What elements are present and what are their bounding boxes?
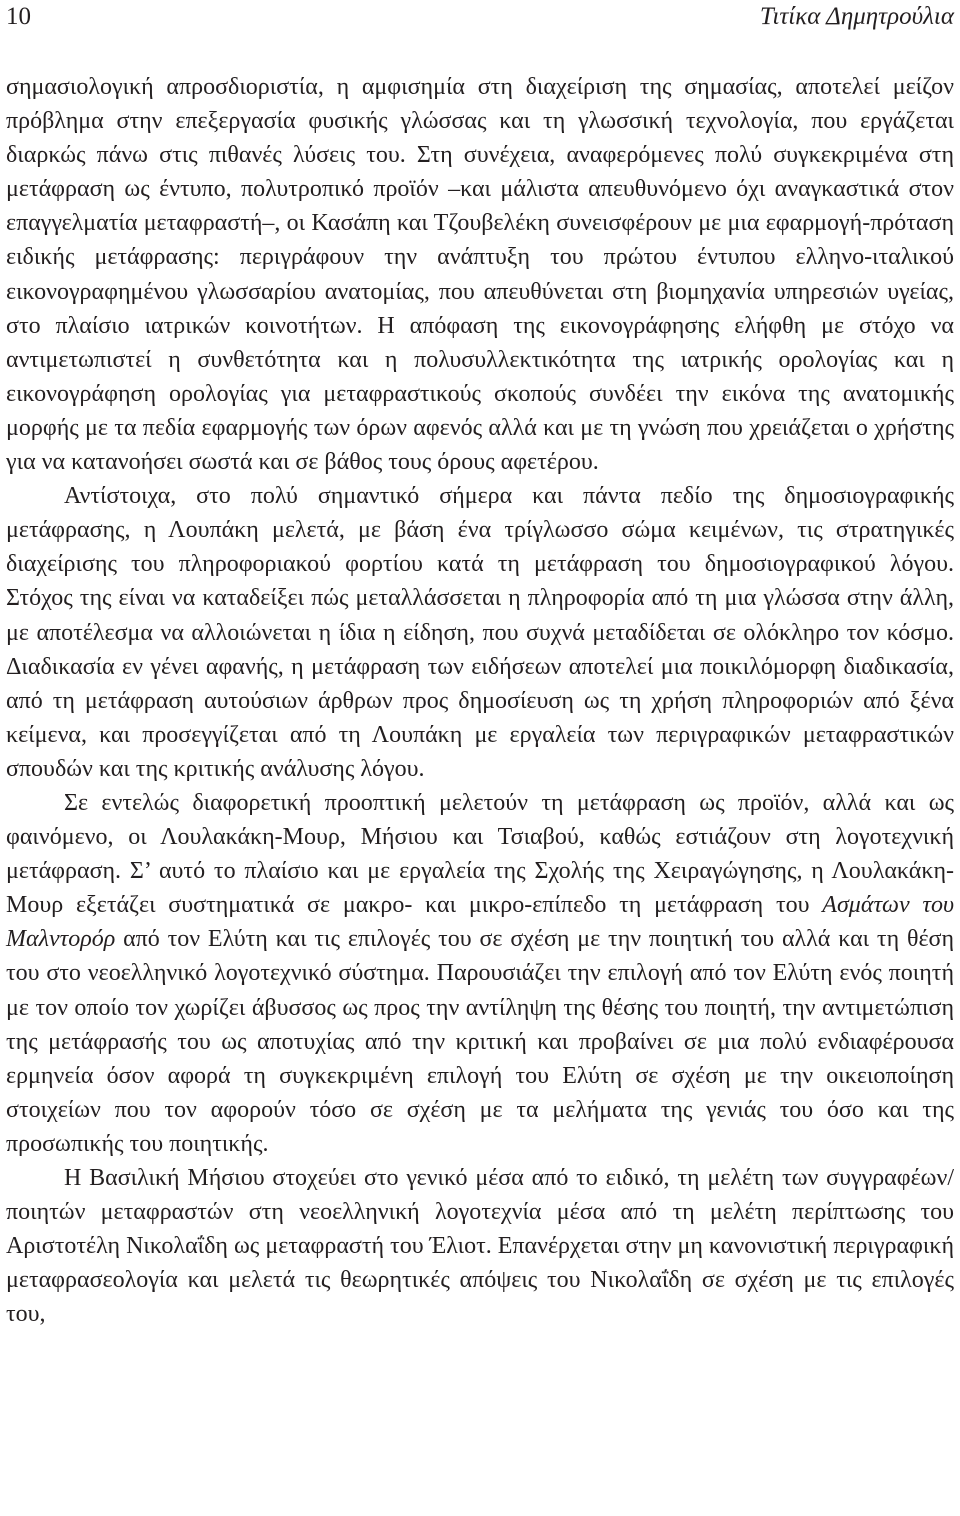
document-page [6, 0, 955, 1328]
paragraph-4 [6, 1161, 954, 1331]
page-number: 10 [6, 3, 31, 30]
paragraph-2 [6, 479, 954, 786]
paragraph-2-text: Αντίστοιχα, στο πολύ σημαντικό σήμερα και πάντα πεδίο της δημοσιογραφικής μετάφρασης, η Λουπάκη μελετά, με βάση ένα τρίγλωσσο σώμα κειμένων, τις στρατηγικές διαχείρισης του πληροφοριακού φορτίου κατά τη μετάφραση του δημοσιογραφικού λόγου. Στόχος της είναι να καταδείξει πώς μεταλλάσσεται η πληροφορία από τη μια γλώσσα στην άλλη, με αποτέλεσμα να αλλοιώνεται η ίδια η είδηση, που συχνά μεταδίδεται σε ολόκληρο τον κόσμο. Διαδικασία εν γένει αφανής, η μετάφραση των ειδήσεων αποτελεί μια ποικιλόμορφη διαδικασία, από τη μετάφραση αυτούσιων άρθρων προς δημοσίευση ως τη χρήση πληροφοριών από ξένα κείμενα, και προσεγγίζεται από τη Λουπάκη με εργαλεία των περιγραφικών μεταφραστικών σπουδών και της κριτικής ανάλυσης λόγου. [6, 483, 954, 782]
paragraph-4-text: Η Βασιλική Μήσιου στοχεύει στο γενικό μέσα από το ειδικό, τη μελέτη των συγγραφέων/ποιητών μεταφραστών στη νεοελληνική λογοτεχνία μέσα από τη μελέτη περίπτωσης του Αριστοτέλη Νικολαΐδη ως μεταφραστή του Έλιοτ. Επανέρχεται στην μη κανονιστική περιγραφική μεταφρασεολογία και μελετά τις θεωρητικές απόψεις του Νικολαΐδη σε σχέση με τις επιλογές του, [6, 1165, 954, 1328]
paragraph-1 [6, 70, 954, 479]
paragraph-3-text-after: από τον Ελύτη και τις επιλογές του σε σχέση με την ποιητική του αλλά και τη θέση του στο νεοελληνικό λογοτεχνικό σύστημα. Παρουσιάζει την επιλογή από τον Ελύτη ενός ποιητή με τον οποίο τον χωρίζει άβυσσος ως προς την αντίληψη της θέσης του ποιητή, την αντιμετώπιση της μετάφρασής του ως αποτυχίας από την κριτική και προβαίνει σε μια πολύ ενδιαφέρουσα ερμηνεία όσον αφορά τη συγκεκριμένη επιλογή του Ελύτη σε σχέση με την οικειοποίηση στοιχείων που τον αφορούν τόσο σε σχέση με τα μελήματα της γενιάς του όσο και της προσωπικής του ποιητικής. [6, 926, 955, 1157]
paragraph-3-text-before: Σε εντελώς διαφορετική προοπτική μελετούν τη μετάφραση ως προϊόν, αλλά και ως φαινόμενο, οι Λουλακάκη-Μουρ, Μήσιου και Τσιαβού, καθώς εστιάζουν στη λογοτεχνική μετάφραση. Σ’ αυτό το πλαίσιο και με εργαλεία της Σχολής της Χειραγώγησης, η Λουλακάκη-Μουρ εξετάζει συστηματικά σε μακρο- και μικρο-επίπεδο τη μετάφραση του [6, 789, 954, 919]
book-title-italic: Ασμάτων του Μαλντορόρ [6, 892, 955, 953]
paragraph-3 [6, 786, 954, 1161]
running-head-author: Τιτίκα Δημητρούλια [759, 3, 954, 30]
page-header [6, 0, 954, 60]
paragraph-1-text: σημασιολογική απροσδιοριστία, η αμφισημία στη διαχείριση της σημασίας, αποτελεί μείζον πρόβλημα στην επεξεργασία φυσικής γλώσσας και τη γλωσσική τεχνολογία, που εργάζεται διαρκώς πάνω στις πιθανές λύσεις του. Στη συνέχεια, αναφερόμενες πολύ συγκεκριμένα στη μετάφραση ως έντυπο, πολυτροπικό προϊόν –και μάλιστα απευθυνόμενο όχι αναγκαστικά στον επαγγελματία μεταφραστή–, οι Κασάπη και Τζουβελέκη συνεισφέρουν με μια εφαρμογή-πρόταση ειδικής μετάφρασης: περιγράφουν την ανάπτυξη του πρώτου έντυπου ελληνο-ιταλικού εικονογραφημένου γλωσσαρίου ανατομίας, που απευθύνεται στη βιομηχανία υπηρεσιών υγείας, στο πλαίσιο ιατρικών κοινοτήτων. Η απόφαση της εικονογράφησης ελήφθη με στόχο να αντιμετωπιστεί η συνθετότητα και η πολυσυλλεκτικότητα της ιατρικής ορολογίας και η εικονογράφηση ορολογίας για μεταφραστικούς σκοπούς συνδέει την εικόνα της ανατομικής μορφής με τα πεδία εφαρμογής των όρων αφενός αλλά και με τη γνώση που χρειάζεται ο χρήστης για να κατανοήσει σωστά και σε βάθος τους όρους αφετέρου. [6, 74, 954, 476]
body-text [6, 70, 954, 1331]
